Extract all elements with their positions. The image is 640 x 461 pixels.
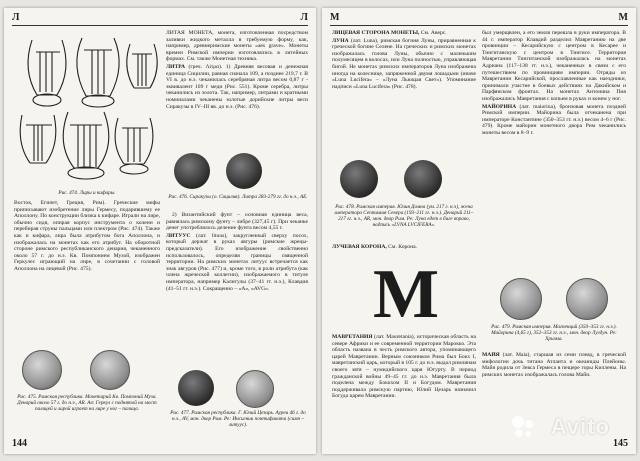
entry-lituus-title: ЛИТУУС (166, 232, 191, 239)
section-letter: М (372, 256, 440, 333)
caption-fig-477: Рис. 477. Римская республика. Г. Юлий Цезарь. Ауреи 46 г. до н.э., AV, мон. двор Рим. Ре: Инсигнии понтификата (симп – литуус). (170, 410, 306, 428)
coin-475-reverse (90, 350, 130, 390)
entry-mauretania-text: (лат. Mauretania), историческая область на севере Африки и ее современной территории Марокко. Эта область названа в честь римского автора, упоминающего царей Мавретании. Верным союзником Рима был Бокх I, мавретанский царь, который в 105 г. до н.э. выдал римлянам своего зятя – нумидийского царя Югурту. В период гражданской войны 49–45 гг. до н.э. Мавретания была поделена между Боккхом II и Богудом. Мавретания поддерживала римскую партию, Юлий Цезарь назначил Богуда царем Мавретании. (332, 334, 476, 400)
coin-478-obverse (340, 160, 378, 198)
column-right-top (166, 30, 308, 150)
column-right-top (482, 30, 626, 246)
column-left-luna (332, 30, 476, 158)
entry-litra-title: ЛИТРА (166, 63, 185, 70)
column-left-mauretania (332, 334, 476, 442)
entry-mayorina-title: МАЙОРИНА (482, 103, 517, 110)
entry-maya-title: МАЙЯ (482, 352, 500, 358)
entry-crown-text: См. Корона. (388, 244, 417, 250)
entry-litra-2: 2) Византийский фунт – основная единица веса, равнялась римскому фунту – либре (327,45 г). При чеканке денег употреблялось деление фунта весом 4,55 г. (166, 212, 308, 232)
avito-watermark: Avito (550, 414, 610, 439)
lyres-illustration (12, 30, 162, 188)
running-head-left-r: М (330, 12, 340, 23)
left-page (4, 8, 316, 454)
coin-476-reverse (226, 153, 262, 189)
running-head-left: Л (12, 12, 20, 23)
entry-crown-title: ЛУЧЕВАЯ КОРОНА, (332, 244, 387, 250)
coin-478-reverse (404, 160, 442, 198)
entry-cast-coin: ЛИТАЯ МОНЕТА, монета, изготовленная посредством заливки жидкого металла в требуемую форму, как, например, древнеримские монеты «aes grave». Монеты времен Римской империи изготовлялись в литейных формах. См. также Монетная техника. (166, 30, 308, 63)
right-page (322, 8, 636, 454)
avito-logo-icon (510, 414, 536, 440)
caption-fig-476: Рис. 476. Сиракузы (о. Сицилия). Литра 283-279 гг. до н.э., AE. (168, 194, 308, 200)
entry-mauretania-title: МАВРЕТАНИЯ (332, 334, 373, 340)
column-left-lyre-text (14, 200, 160, 346)
entry-luna-title: ЛУНА (332, 37, 349, 44)
running-head-right-r: М (618, 12, 628, 23)
column-right-lituus (166, 212, 308, 370)
entry-obverse-text: См. Аверс. (420, 30, 447, 36)
coin-479-obverse (500, 278, 542, 320)
entry-mayorina-text: (лат. maiorina), бронзовая монета поздней Римской империи. Майорина была отчеканена при императоре Константине (350–353 гг. н.э.) весом 4–6 г (Рис. 479). Кроме майорин монетного двора Рим чеканились монеты весом в 8–9 г. (482, 103, 626, 136)
caption-fig-475: Рис. 475. Римская республика. Монетарий Кв. Помпоний Муза. Денарий около 57 г. до н.э., AR. Ав: Геркул с поднятой на мост палицей и лирой играет на лире у ног – палица. (17, 394, 157, 412)
entry-luna-text: (лат. Luna), римская богиня Луны, приравненная к греческой богине Селене. На греческих и римских монетах изображалась голова Луны, обычно с маленьким полумесяцем в волосах, или Луна полностью, управляющая бигой. Не монетах римских императоров Луна изображена иногда на колеснице, запряженной двумя лошадьми (иначе «Luna Lucifera» – «Луна Льющая Свет»). Упоминание надписи «Luna Lucifera» (Рис. 478). (332, 37, 476, 90)
page-number-left: 144 (12, 438, 27, 449)
caption-fig-479: Рис. 479. Римская империя. Магненций (350–353 гг. н.э.). Майорина (4,65 г), 352–353 гг. н.э., мон. двор Лугдун. Ре: Хризма. (491, 324, 617, 342)
entry-crown-block (332, 244, 476, 254)
coin-479-reverse (566, 278, 608, 320)
header-rule-right (330, 25, 628, 26)
caption-fig-474: Рис. 474. Лиры и кифары. (58, 190, 116, 196)
entry-litra-text: (греч. Λίτρα). 1) Древняя весовая и денежная единица Сицилии, равная сначала 109, а позднее 219,7 г. В VI в. до н.э. чеканилась серебряная литра весом 0,87 г - эквивалент 109 г меди (Рис. 551). Кроме серебра, литры чеканились из золота. Так, например, литрами и кратными номиналами чеканены золотые дорийские литры веси Сиракузы в IV–III вв. до н.э. (Рис. 476). (166, 63, 308, 110)
entry-obverse-title: ЛИЦЕВАЯ СТОРОНА МОНЕТЫ, (332, 30, 420, 36)
page-number-right: 145 (613, 438, 628, 449)
running-head-right: Л (300, 12, 308, 23)
entry-lituus-text: (лат. lituus), закругленный сверху посох, который держат в руках авгуры (римские жрецы-предсказатели). Его изображение свойственно использовалось, определяя границы священной территории. На римских монетах литуус встречается как знак авгуров (Рис. 477) и, кроме того, в роли атрибута (как члена жреческой коллегии), изображаемого в титуле императора, например Калигулы (37–41 гг. н.э.), Клавдия (41–51 гг. н.э.). Сокращенно – «А», «AVG». (166, 232, 308, 292)
coin-475-obverse (22, 350, 62, 390)
coin-477-obverse (178, 370, 214, 406)
mauretania-continued: был умерщвлен, а его земля перешла в руки императора. В 44 г. император Клавдий разделил Мавретанию на две провинции – Кесарийскую с центром в Кесарее и Тингитанскую с центром в Тингисе. Территория Мавретании Тингитанской изображалась на монетах Адриана (117–138 гг. н.э.), чеканенных в связи с его путешествием по провинциям империи. Отряды из Мавретании Кесарийской, прославленные как наездники, принимали участие в боевых действиях на Дакийском и Парфянском фронтах. На монетах Антонина Пия изображались Мавретания с копьем в руках и конем у ног. (482, 30, 626, 102)
header-rule (12, 25, 308, 26)
entry-maya-text: (лат. Maia), старшая из семи плеяд, в греческой мифологии дочь титана Атланта и океаниды Плейоны. Майя родила от Зевса Гермеса в пещере горы Киллены. На римских монетах изображалась голова Майи. (482, 352, 626, 378)
coin-476-obverse (174, 153, 210, 189)
lyre-entry-text: Восток, Египет, Греция, Рим). Греческие мифы приписывают изобретение лиры Гермесу, подарившему ее Аполлону. По конструкции близка к кифаре. Играли на лире, обычно сидя, опирая корпус инструмента о колени и перебирая струны пальцами или плектром (Рис. 474). Также как и кифара, лира была атрибутом бога Аполлона, и изображалась на монетах как его атрибут. На оборотной стороне римского республиканского денария, чеканенного около 57 г. до н.э. Кв. Помпонием Музой, изображен Геркулес играющий на лире, в сочетании с головой Аполлона на лицевой (Рис. 475). (14, 200, 160, 272)
coin-477-reverse (236, 370, 274, 408)
caption-fig-478: Рис. 478. Римская империя. Юлия Домна (ум. 217 г. н.э), жена императора Септимия Севера (193–211 гг. н.э.). Денарий 211–217 гг. н.э., AR, мон. двор Рим. Ре: Луна едет в биге вправо, надпись «LVNA LVCIFERA». (334, 204, 474, 228)
